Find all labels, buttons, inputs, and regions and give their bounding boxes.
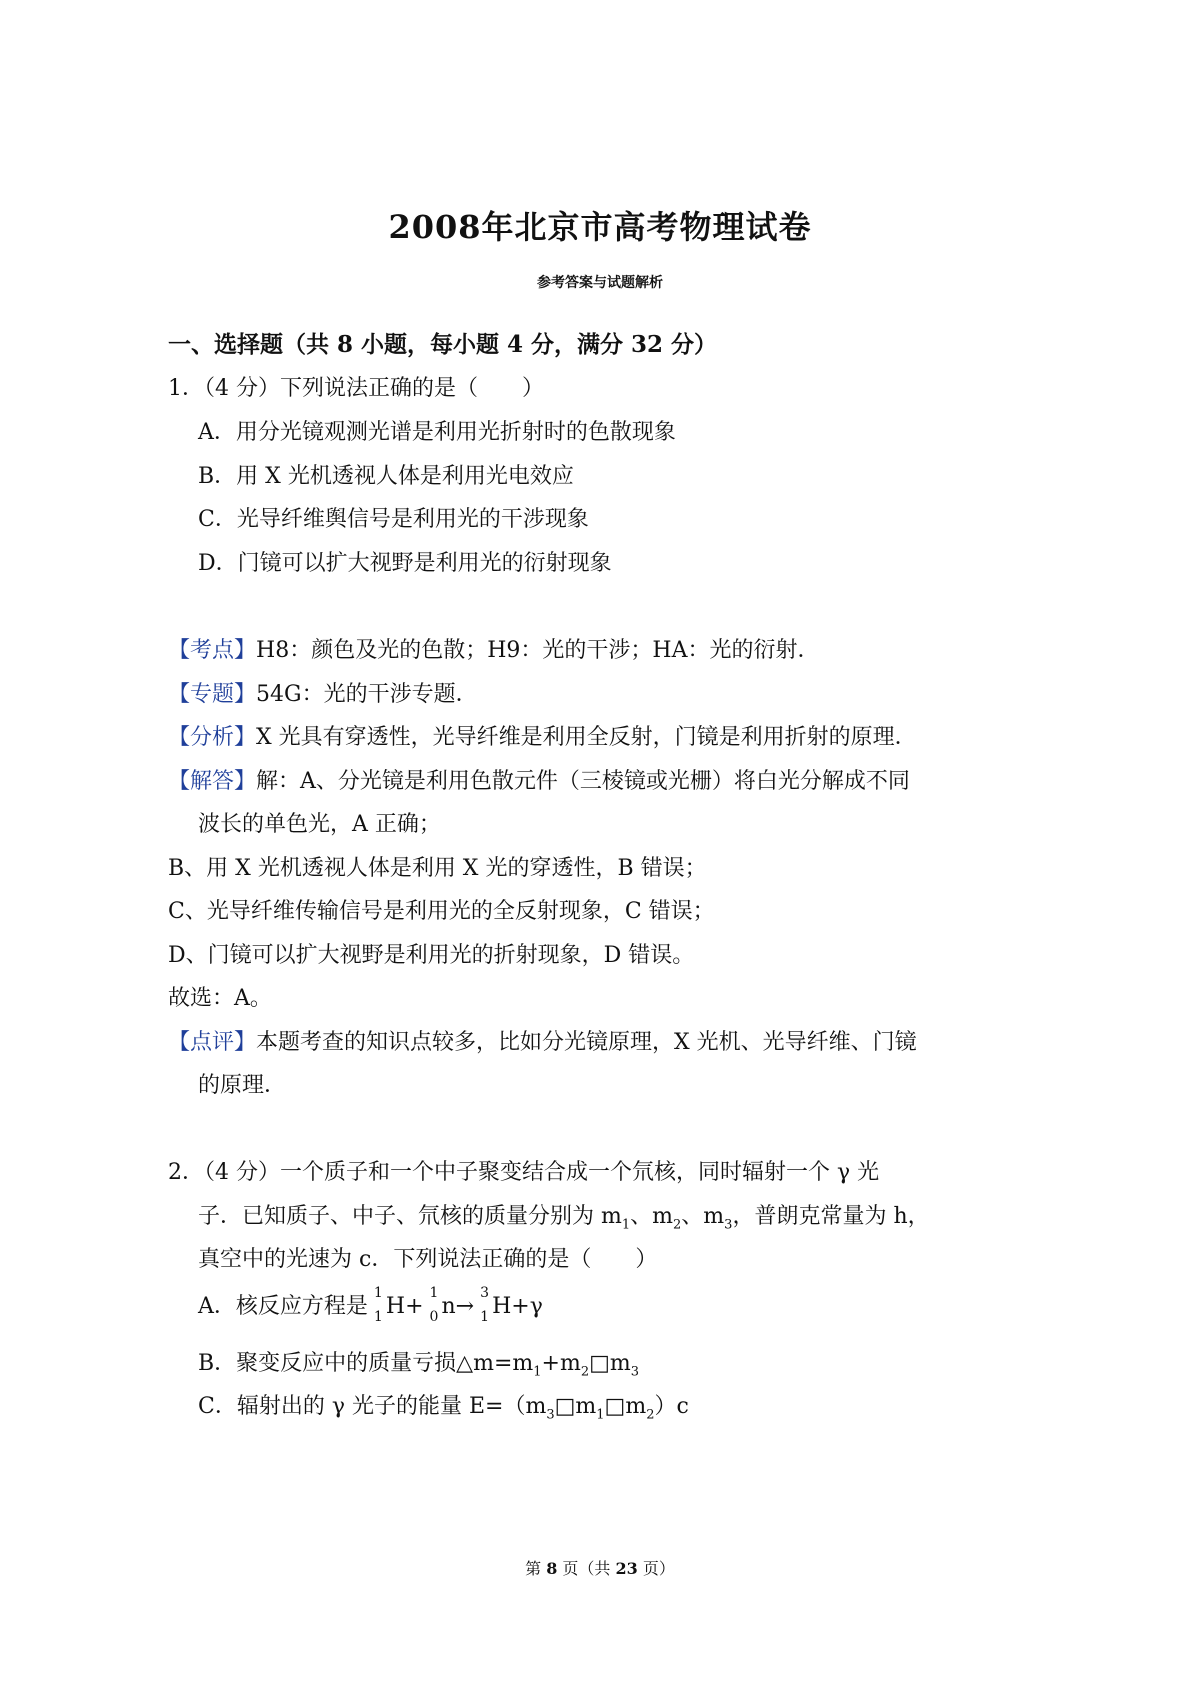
nuclide-1-charge: 1 (373, 1309, 383, 1325)
option-c-sub-3: 3 (546, 1407, 555, 1423)
question-2-option-b (198, 1349, 639, 1387)
option-c-sub-2: 2 (646, 1407, 655, 1423)
dianping-row (168, 1028, 917, 1058)
subscript-3: 3 (724, 1217, 733, 1233)
option-b-sub-2: 2 (580, 1364, 590, 1380)
dianping-tag: 【点评】 (168, 1030, 257, 1055)
kaodian-text: H8：颜色及光的色散；H9：光的干涉；HA：光的衍射． (256, 638, 820, 663)
question-2-stem-line-1: 2．（4 分）一个质子和一个中子聚变结合成一个氘核，同时辐射一个 γ 光 (168, 1160, 880, 1185)
jieda-b: B、用 X 光机透视人体是利用 X 光的穿透性，B 错误； (168, 856, 707, 881)
nuclide-2-charge: 0 (429, 1309, 439, 1325)
stem2-text-d: ，普朗克常量为 h， (732, 1204, 930, 1229)
fenxi-text: X 光具有穿透性，光导纤维是利用全反射，门镜是利用折射的原理． (256, 725, 917, 750)
nuclide-2-mass: 1 (429, 1285, 439, 1301)
jieda-d: D、门镜可以扩大视野是利用光的折射现象，D 错误。 (168, 943, 695, 968)
zhuanti-row (168, 680, 478, 710)
subscript-2: 2 (673, 1217, 682, 1233)
nuclide-3-mass: 3 (480, 1285, 490, 1301)
question-2-stem-line-2 (198, 1202, 930, 1240)
footer-suffix: 页） (637, 1559, 675, 1578)
option-c-text-a: C．辐射出的 γ 光子的能量 E=（m (198, 1394, 547, 1419)
question-1-option-b: B．用 X 光机透视人体是利用光电效应 (198, 464, 574, 489)
option-b-text-b: +m (541, 1351, 581, 1376)
option-b-sub-1: 1 (533, 1364, 542, 1380)
stem2-text-a: 子．已知质子、中子、氘核的质量分别为 m (198, 1204, 622, 1229)
nuclide-3-numbers (480, 1285, 492, 1325)
page-title: 2008年北京市高考物理试卷 (388, 208, 812, 246)
subscript-1: 1 (621, 1217, 631, 1233)
jieda-row (168, 767, 910, 797)
nuclide-1-numbers (373, 1285, 386, 1325)
answer: 故选：A。 (168, 986, 272, 1011)
nuclide-3-symbol: H+γ (492, 1294, 543, 1319)
footer-mid: 页（共 (557, 1559, 616, 1578)
jieda-tag: 【解答】 (168, 769, 257, 794)
jieda-line-1: 解：A、分光镜是利用色散元件（三棱镜或光栅）将白光分解成不同 (256, 769, 910, 794)
nuclide-2-numbers (429, 1285, 442, 1325)
fenxi-row (168, 723, 917, 753)
section-heading: 一、选择题（共 8 小题，每小题 4 分，满分 32 分） (168, 331, 718, 358)
page-footer (0, 1556, 1200, 1579)
stem2-text-b: 、m (630, 1204, 674, 1229)
question-2-option-c (198, 1392, 689, 1430)
question-1-option-c: C．光导纤维舆信号是利用光的干涉现象 (198, 507, 589, 532)
dianping-line-1: 本题考查的知识点较多，比如分光镜原理，X 光机、光导纤维、门镜 (256, 1030, 917, 1055)
option-b-text-a: B．聚变反应中的质量亏损△m=m (198, 1351, 534, 1376)
footer-total-pages: 23 (615, 1559, 638, 1578)
option-c-text-b: □m (554, 1394, 597, 1419)
question-1-option-d: D．门镜可以扩大视野是利用光的衍射现象 (198, 551, 612, 576)
zhuanti-text: 54G：光的干涉专题． (256, 682, 478, 707)
option-c-text-d: ）c (654, 1394, 689, 1419)
jieda-c: C、光导纤维传输信号是利用光的全反射现象，C 错误； (168, 899, 715, 924)
question-2-option-a (198, 1285, 543, 1325)
zhuanti-tag: 【专题】 (168, 682, 257, 707)
question-1-option-a: A．用分光镜观测光谱是利用光折射时的色散现象 (198, 420, 676, 445)
nuclide-3-charge: 1 (480, 1309, 490, 1325)
option-c-sub-1: 1 (596, 1407, 605, 1423)
question-1-stem: 1．（4 分）下列说法正确的是（ ） (168, 376, 544, 401)
nuclide-2-symbol: n→ (441, 1294, 475, 1319)
option-b-sub-3: 3 (630, 1364, 640, 1380)
option-a-prefix: A．核反应方程是 (198, 1294, 368, 1319)
dianping-line-2: 的原理． (198, 1073, 287, 1098)
kaodian-row (168, 636, 819, 666)
question-2-stem-line-3: 真空中的光速为 c．下列说法正确的是（ ） (198, 1247, 658, 1272)
nuclide-1-mass: 1 (373, 1285, 383, 1301)
option-c-text-c: □m (604, 1394, 647, 1419)
fenxi-tag: 【分析】 (168, 725, 257, 750)
stem2-text-c: 、m (681, 1204, 725, 1229)
nuclide-1-symbol: H+ (385, 1294, 424, 1319)
kaodian-tag: 【考点】 (168, 638, 257, 663)
footer-prefix: 第 (525, 1559, 547, 1578)
jieda-line-2: 波长的单色光，A 正确； (198, 812, 441, 837)
option-b-text-c: □m (589, 1351, 631, 1376)
footer-page-number: 8 (546, 1559, 558, 1578)
page-subtitle: 参考答案与试题解析 (537, 275, 663, 291)
